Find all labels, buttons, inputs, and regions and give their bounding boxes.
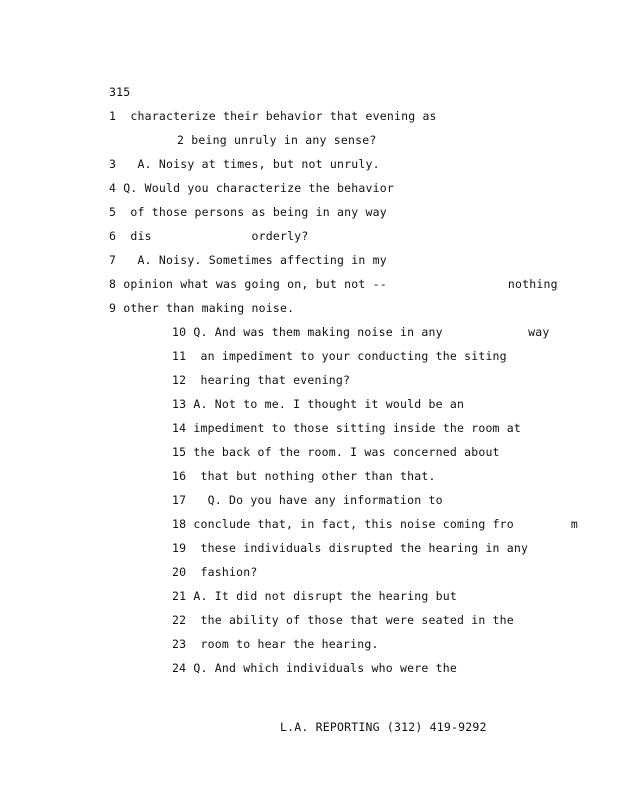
transcript-line: 4 Q. Would you characterize the behavior — [109, 181, 394, 195]
transcript-line: 14 impediment to those sitting inside the room at — [172, 421, 522, 435]
page-number: 315 — [109, 85, 131, 99]
transcript-line: 13 A. Not to me. I thought it would be an — [172, 397, 465, 411]
transcript-line: 12 hearing that evening? — [172, 373, 351, 387]
transcript-line: 20 fashion? — [172, 565, 258, 579]
transcript-line: 7 A. Noisy. Sometimes affecting in my — [109, 253, 387, 267]
transcript-line: 10 Q. And was them making noise in any way — [172, 325, 550, 339]
transcript-line: 6 dis orderly? — [109, 229, 309, 243]
transcript-line: 17 Q. Do you have any information to — [172, 493, 443, 507]
transcript-line: 21 A. It did not disrupt the hearing but — [172, 589, 457, 603]
transcript-line: 1 characterize their behavior that evening as — [109, 109, 437, 123]
transcript-line: 23 room to hear the hearing. — [172, 637, 379, 651]
transcript-line: 11 an impediment to your conducting the siting — [172, 349, 507, 363]
transcript-line: 2 being unruly in any sense? — [177, 133, 377, 147]
transcript-line: 5 of those persons as being in any way — [109, 205, 387, 219]
page-footer: L.A. REPORTING (312) 419-9292 — [280, 720, 487, 734]
transcript-line: 16 that but nothing other than that. — [172, 469, 436, 483]
transcript-line: 15 the back of the room. I was concerned about — [172, 445, 500, 459]
transcript-line: 22 the ability of those that were seated in the — [172, 613, 514, 627]
transcript-line: 9 other than making noise. — [109, 301, 295, 315]
transcript-line: 8 opinion what was going on, but not -- nothing — [109, 277, 558, 291]
transcript-line: 19 these individuals disrupted the hearing in any — [172, 541, 529, 555]
transcript-line: 24 Q. And which individuals who were the — [172, 661, 457, 675]
transcript-line: 3 A. Noisy at times, but not unruly. — [109, 157, 380, 171]
transcript-line: 18 conclude that, in fact, this noise coming fro m — [172, 517, 579, 531]
